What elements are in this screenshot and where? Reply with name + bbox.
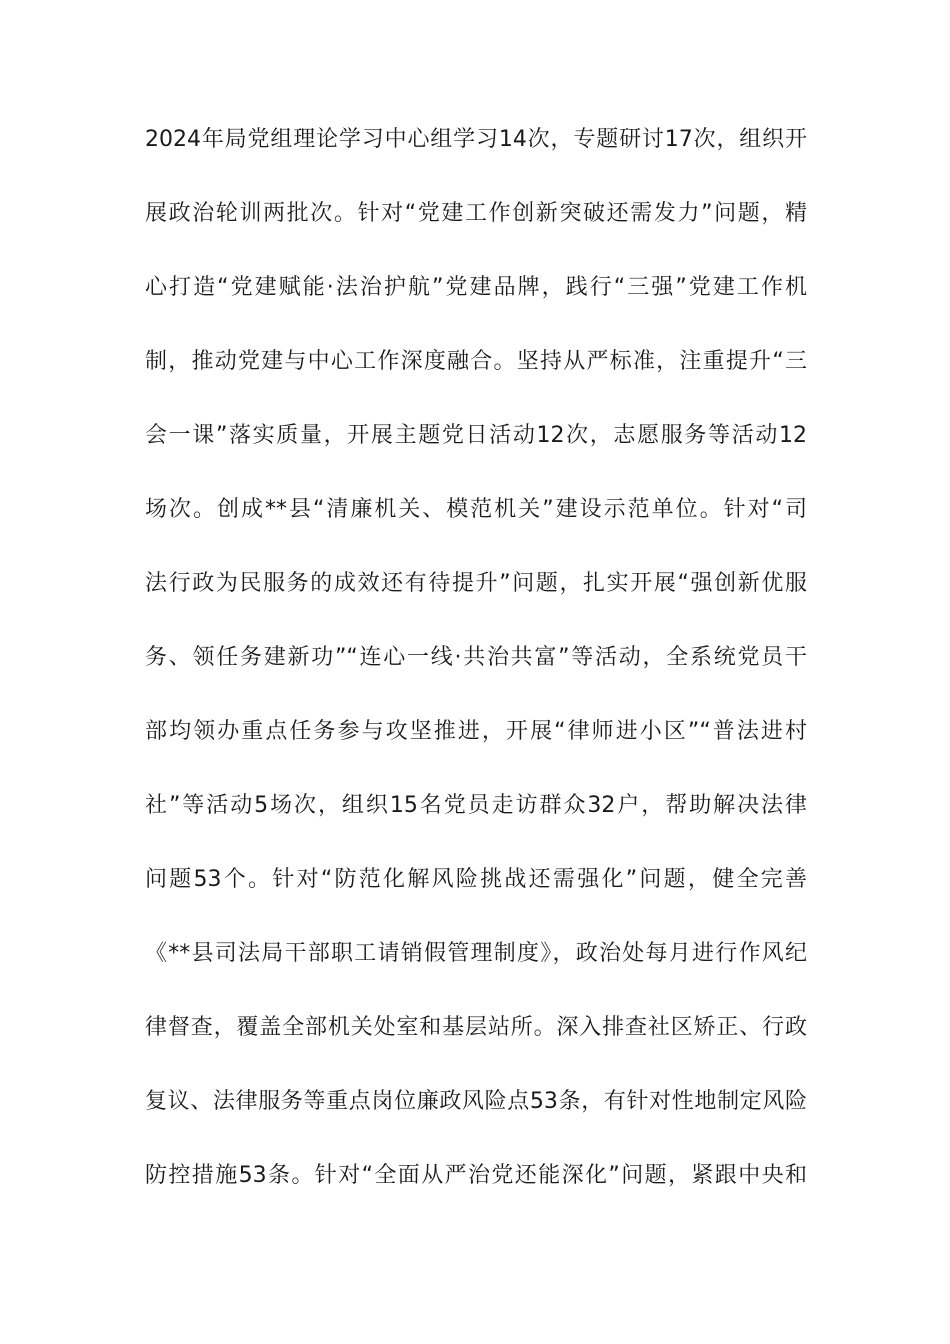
text-line: 展政治轮训两批次。针对“党建工作创新突破还需发力”问题，精 — [145, 201, 807, 226]
text-line: 法行政为民服务的成效还有待提升”问题，扎实开展“强创新优服 — [145, 571, 807, 596]
text-line: 心打造“党建赋能·法治护航”党建品牌，践行“三强”党建工作机 — [145, 275, 807, 300]
text-line: 《**县司法局干部职工请销假管理制度》，政治处每月进行作风纪 — [145, 941, 807, 966]
body-paragraph — [145, 122, 807, 1232]
text-line: 制，推动党建与中心工作深度融合。坚持从严标准，注重提升“三 — [145, 349, 807, 374]
text-line: 务、领任务建新功”“连心一线·共治共富”等活动，全系统党员干 — [145, 645, 807, 670]
text-line: 部均领办重点任务参与攻坚推进，开展“律师进小区”“普法进村 — [145, 719, 807, 744]
text-line: 场次。创成**县“清廉机关、模范机关”建设示范单位。针对“司 — [145, 497, 807, 522]
text-line: 2024年局党组理论学习中心组学习14次，专题研讨17次，组织开 — [145, 127, 807, 152]
text-line: 社”等活动5场次，组织15名党员走访群众32户，帮助解决法律 — [145, 793, 807, 818]
text-line: 复议、法律服务等重点岗位廉政风险点53条，有针对性地制定风险 — [145, 1089, 807, 1114]
text-line: 防控措施53条。针对“全面从严治党还能深化”问题，紧跟中央和 — [145, 1163, 807, 1188]
text-line: 问题53个。针对“防范化解风险挑战还需强化”问题，健全完善 — [145, 867, 807, 892]
text-line: 会一课”落实质量，开展主题党日活动12次，志愿服务等活动12 — [145, 423, 807, 448]
text-line: 律督查，覆盖全部机关处室和基层站所。深入排查社区矫正、行政 — [145, 1015, 807, 1040]
